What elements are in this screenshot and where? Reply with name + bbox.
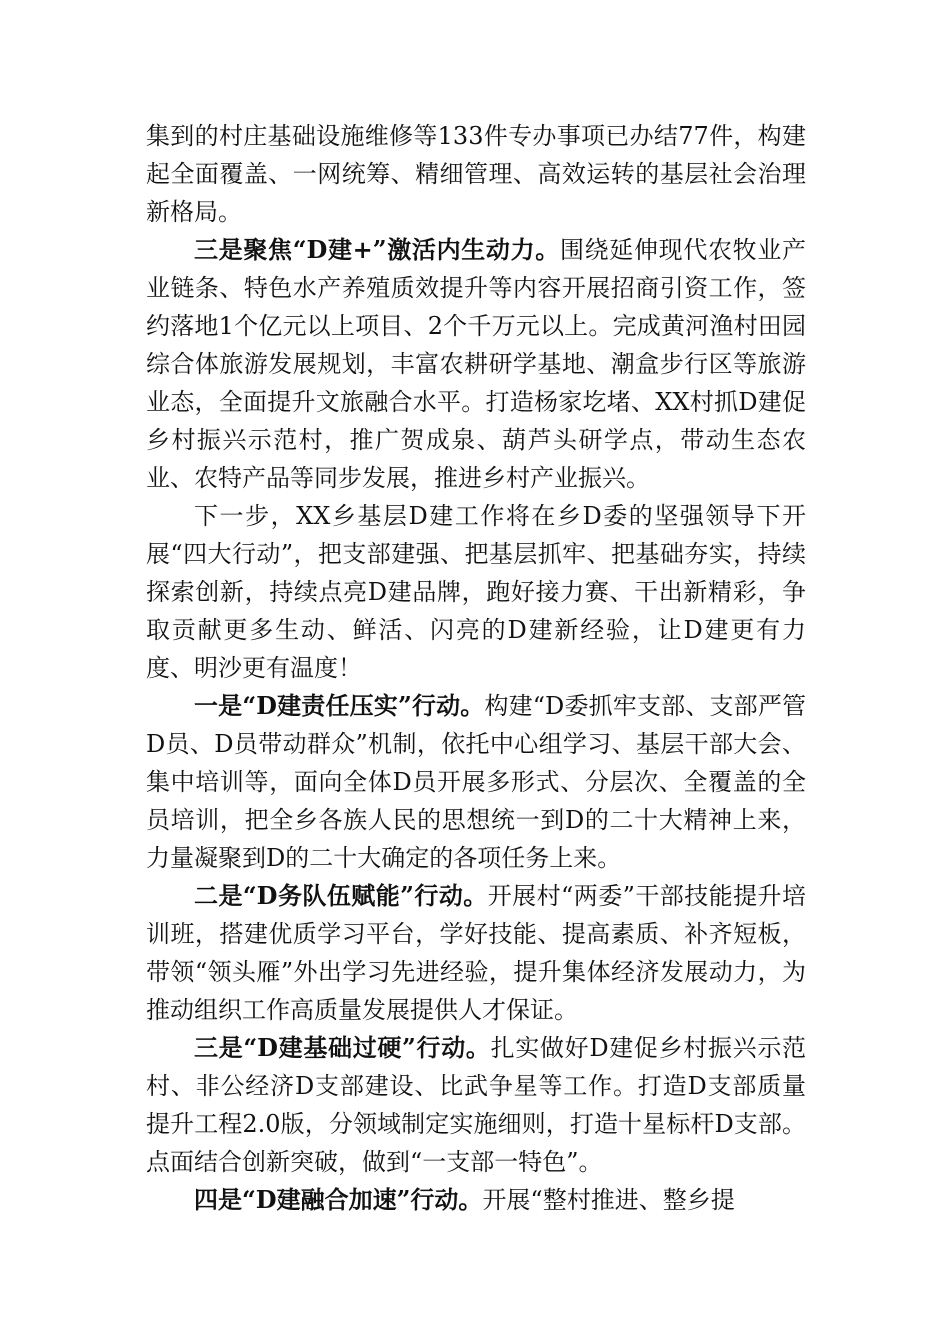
paragraph-text: 开展“整村推进、整乡提 <box>482 1186 735 1214</box>
paragraph-continuation <box>146 117 806 231</box>
paragraph-heading: 二是“D务队伍赋能”行动。 <box>194 881 488 910</box>
paragraph-text: 围绕延伸现代农牧业产业链条、特色水产养殖质效提升等内容开展招商引资工作，签约落地1个亿元以上项目、2个千万元以上。完成黄河渔村田园综合体旅游发展规划，丰富农耕研学基地、潮盒步行区等旅游业态，全面提升文旅融合水平。打造杨家圪堵、XX村抓D建促乡村振兴示范村，推广贺成泉、葫芦头研学点，带动生态农业、农特产品等同步发展，推进乡村产业振兴。 <box>146 236 807 492</box>
paragraph-action-two <box>146 877 806 1029</box>
paragraph-heading: 四是“D建融合加速”行动。 <box>194 1185 483 1214</box>
paragraph-action-three <box>146 1029 806 1181</box>
document-body <box>146 117 806 1219</box>
paragraph-text: 构建“D委抓牢支部、支部严管D员、D员带动群众”机制，依托中心组学习、基层干部大会、集中培训等，面向全体D员开展多形式、分层次、全覆盖的全员培训，把全乡各族人民的思想统一到D的二十大精神上来，力量凝聚到D的二十大确定的各项任务上来。 <box>146 692 806 872</box>
paragraph-text: 下一步，XX乡基层D建工作将在乡D委的坚强领导下开展“四大行动”，把支部建强、把基层抓牢、把基础夯实，持续探索创新，持续点亮D建品牌，跑好接力赛、干出新精彩，争取贡献更多生动、鲜活、闪亮的D建新经验，让D建更有力度、明沙更有温度！ <box>146 502 806 682</box>
paragraph-heading: 一是“D建责任压实”行动。 <box>194 691 485 720</box>
paragraph-heading: 三是“D建基础过硬”行动。 <box>194 1033 491 1062</box>
paragraph-text: 开展村“两委”干部技能提升培训班，搭建优质学习平台，学好技能、提高素质、补齐短板，带领“领头雁”外出学习先进经验，提升集体经济发展动力，为推动组织工作高质量发展提供人才保证。 <box>146 882 806 1024</box>
paragraph-text: 集到的村庄基础设施维修等133件专办事项已办结77件，构建起全面覆盖、一网统筹、精细管理、高效运转的基层社会治理新格局。 <box>146 122 806 226</box>
paragraph-next-step <box>146 497 806 687</box>
paragraph-text: 扎实做好D建促乡村振兴示范村、非公经济D支部建设、比武争星等工作。打造D支部质量提升工程2.0版，分领域制定实施细则，打造十星标杆D支部。点面结合创新突破，做到“一支部一特色”。 <box>146 1034 806 1176</box>
paragraph-point-three-focus <box>146 231 806 497</box>
paragraph-action-four <box>146 1181 806 1219</box>
paragraph-heading: 三是聚焦“D建+”激活内生动力。 <box>194 235 560 264</box>
paragraph-action-one <box>146 687 806 877</box>
